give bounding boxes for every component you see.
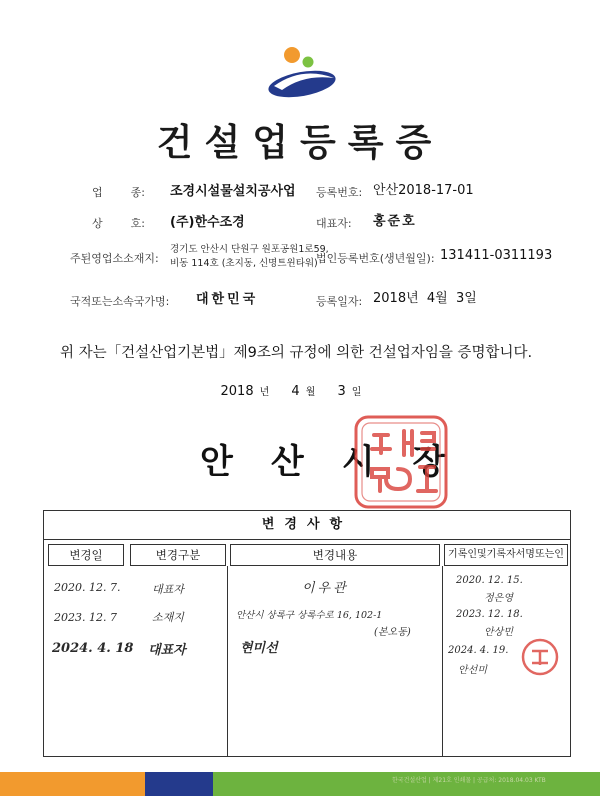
- header-change-type: 변경구분: [130, 544, 226, 566]
- row1-date: 2020. 12. 7.: [54, 581, 121, 594]
- header-change-date: 변경일: [48, 544, 124, 566]
- issuer-name: 안산시장: [200, 442, 484, 482]
- document-title: 건설업등록증: [156, 120, 444, 164]
- nationality-value: 대한민국: [196, 292, 259, 307]
- row2-content-2: (본오동): [374, 627, 411, 638]
- row1-signer: 정은영: [484, 593, 513, 604]
- rep-value: 홍준호: [373, 214, 417, 229]
- row2-record: 2023. 12. 18.: [456, 609, 523, 620]
- row2-content: 안산시 상록구 상록수로 16, 102-1: [236, 610, 383, 621]
- company-label: 상 호:: [92, 217, 145, 230]
- footer-bar-navy: [145, 772, 213, 796]
- official-seal-icon: [352, 413, 450, 511]
- business-type-label: 업 종:: [92, 186, 145, 199]
- address-label: 주된영업소소재지:: [70, 252, 159, 265]
- changes-table: [43, 510, 571, 757]
- issue-year: 2018: [220, 384, 254, 399]
- reg-no-label: 등록번호:: [316, 186, 363, 199]
- row1-type: 대표자: [152, 583, 184, 596]
- row1-content: 이우관: [302, 581, 349, 596]
- row2-type: 소재지: [152, 611, 184, 624]
- row3-signer: 안선미: [458, 665, 487, 676]
- row3-content: 현미선: [240, 641, 278, 656]
- rep-label: 대표자:: [316, 217, 352, 230]
- corp-no-label: 법인등록번호(생년월일):: [316, 252, 435, 265]
- row3-date: 2024. 4. 18: [52, 641, 134, 656]
- business-type-value: 조경시설물설치공사업: [170, 184, 296, 199]
- record-stamp-icon: [520, 637, 560, 677]
- changes-title: 변경사항: [44, 511, 570, 540]
- certification-text: 위 자는「건설산업기본법」제9조의 규정에 의한 건설업자임을 증명합니다.: [60, 345, 533, 361]
- logo-icon: [262, 44, 342, 100]
- row3-record: 2024. 4. 19.: [448, 645, 509, 656]
- footer-text: 한국건설산업 | 제21호 인쇄물 | 공급처: 2018.04.03 KTB: [392, 777, 546, 784]
- address-line2: 비동 114호 (초지동, 신명트윈타워): [170, 258, 318, 269]
- row2-date: 2023. 12. 7: [54, 611, 117, 624]
- issue-month: 4: [291, 384, 300, 399]
- address-line1: 경기도 안산시 단원구 원포공원1로59,: [170, 244, 329, 255]
- issue-date: 2018 년 4 월 3 일: [220, 384, 362, 399]
- row3-type: 대표자: [148, 643, 186, 658]
- nationality-label: 국적또는소속국가명:: [70, 295, 170, 308]
- row2-signer: 안상민: [484, 627, 513, 638]
- header-change-content: 변경내용: [230, 544, 440, 566]
- issue-day: 3: [337, 384, 346, 399]
- reg-date-label: 등록일자:: [316, 295, 363, 308]
- footer-bar-orange: [0, 772, 145, 796]
- row1-record: 2020. 12. 15.: [456, 575, 523, 586]
- corp-no-value: 131411-0311193: [440, 248, 553, 263]
- reg-date-value: 2018년 4월 3일: [373, 291, 477, 306]
- company-value: (주)한수조경: [170, 215, 245, 230]
- reg-no-value: 안산2018-17-01: [373, 183, 474, 198]
- header-record: 기록인및기록자서명또는인: [444, 544, 568, 566]
